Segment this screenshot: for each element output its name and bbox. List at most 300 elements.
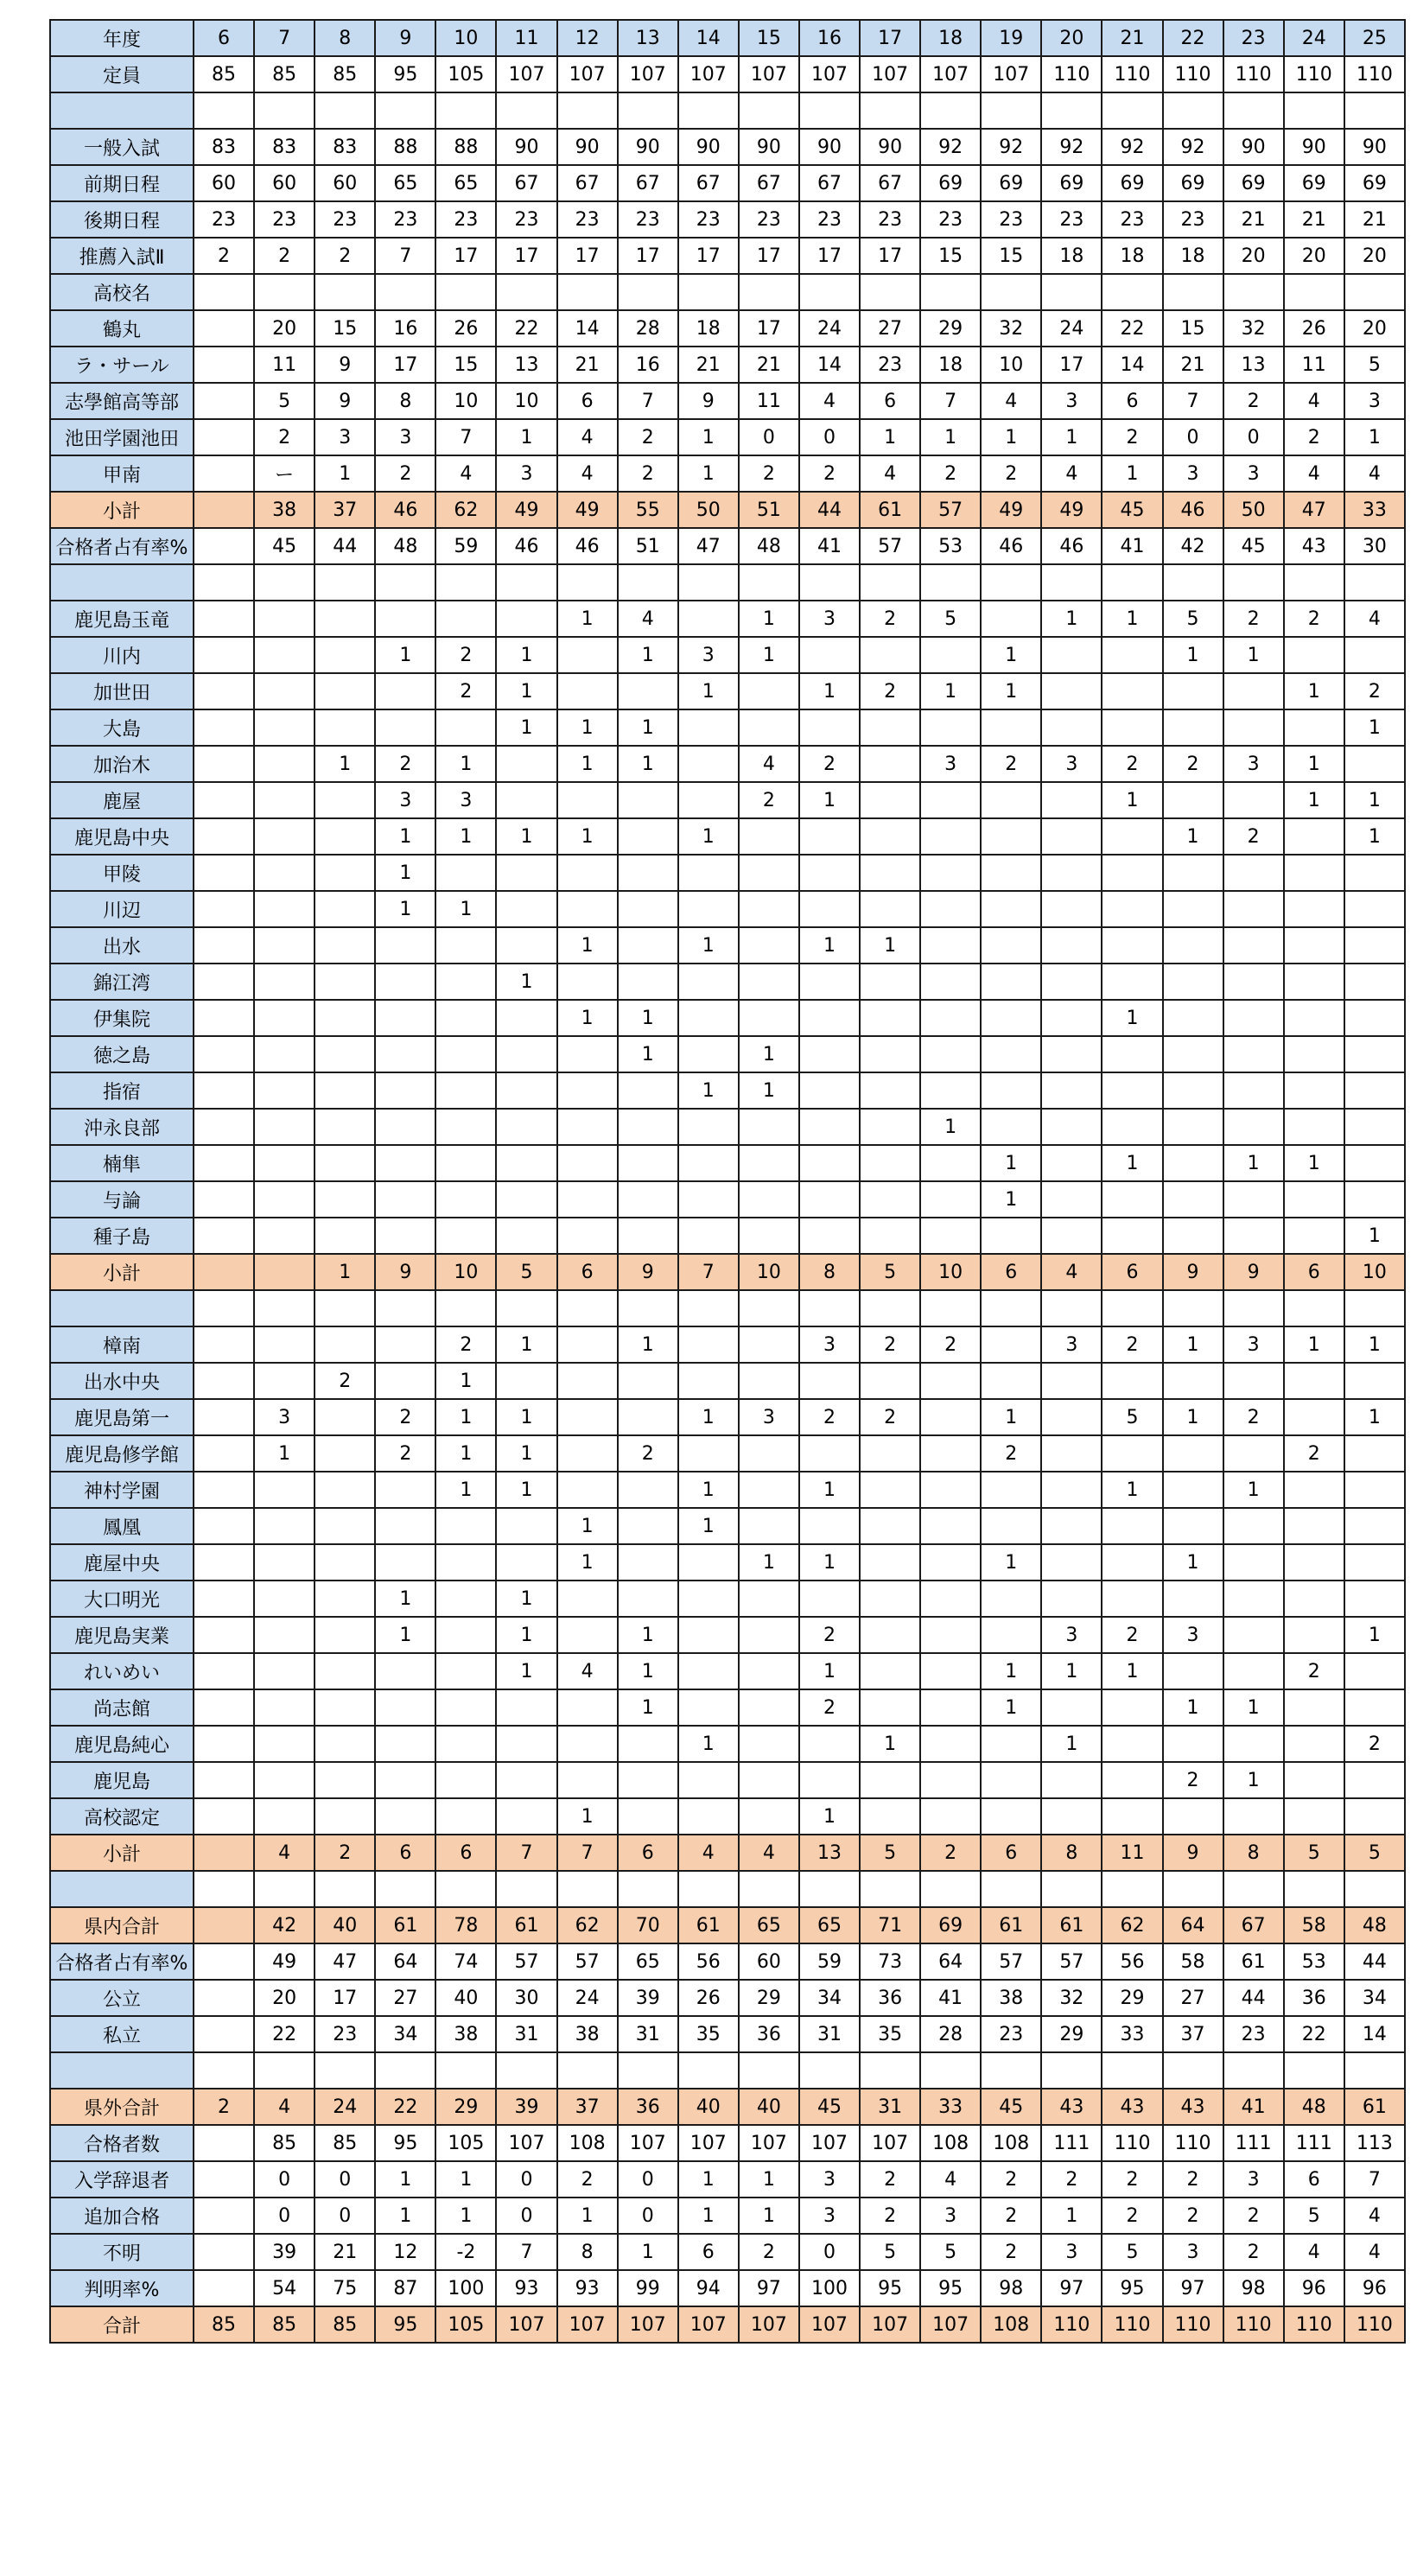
data-cell: 1: [496, 1435, 556, 1472]
data-cell: [1284, 1544, 1344, 1581]
data-cell: 4: [739, 1835, 799, 1871]
data-cell: [678, 782, 739, 818]
data-cell: 45: [1102, 492, 1162, 528]
data-cell: 2: [981, 2234, 1041, 2270]
data-cell: 4: [920, 2161, 981, 2198]
data-cell: 2: [315, 1835, 375, 1871]
data-cell: 59: [435, 528, 496, 564]
data-cell: [315, 1544, 375, 1581]
data-cell: [678, 855, 739, 891]
data-cell: [1041, 92, 1102, 129]
data-cell: [799, 1762, 860, 1798]
spacer-row: [50, 564, 1405, 601]
admissions-table: [49, 19, 1406, 2344]
data-cell: 95: [920, 2270, 981, 2306]
data-cell: [1284, 1000, 1344, 1036]
data-cell: [315, 1689, 375, 1726]
data-cell: [496, 1689, 556, 1726]
data-cell: 20: [1344, 310, 1405, 347]
data-cell: 92: [1041, 129, 1102, 165]
table-row: [50, 2125, 1405, 2161]
data-cell: 69: [1284, 165, 1344, 201]
data-cell: 108: [981, 2125, 1041, 2161]
table-row: [50, 1798, 1405, 1835]
data-cell: 5: [860, 2234, 920, 2270]
subtotal-row: [50, 2089, 1405, 2125]
data-cell: 110: [1041, 2306, 1102, 2343]
data-cell: [375, 1689, 435, 1726]
data-cell: [435, 1218, 496, 1254]
data-cell: 4: [1284, 2234, 1344, 2270]
data-cell: 17: [1041, 347, 1102, 383]
table-row: [50, 2161, 1405, 2198]
data-cell: 2: [981, 2198, 1041, 2234]
data-cell: 90: [799, 129, 860, 165]
data-cell: 20: [1344, 238, 1405, 274]
data-cell: 2: [1223, 818, 1284, 855]
data-cell: 60: [194, 165, 254, 201]
data-cell: 11: [254, 347, 315, 383]
data-cell: [1344, 1109, 1405, 1145]
data-cell: 1: [496, 709, 556, 746]
data-cell: 0: [799, 2234, 860, 2270]
row-label-cell: 不明: [50, 2234, 194, 2270]
data-cell: 32: [1223, 310, 1284, 347]
data-cell: 57: [557, 1943, 618, 1980]
data-cell: 3: [1223, 455, 1284, 492]
data-cell: 1: [1163, 818, 1223, 855]
subtotal-row: [50, 1254, 1405, 1290]
table-row: [50, 709, 1405, 746]
data-cell: 107: [678, 2125, 739, 2161]
data-cell: 1: [375, 1617, 435, 1653]
data-cell: [1223, 1508, 1284, 1544]
data-cell: 0: [315, 2161, 375, 2198]
data-cell: [194, 1181, 254, 1218]
data-cell: 17: [375, 347, 435, 383]
data-cell: [920, 1581, 981, 1617]
data-cell: [1041, 1581, 1102, 1617]
data-cell: [1284, 1472, 1344, 1508]
data-cell: 3: [1223, 1326, 1284, 1363]
data-cell: [678, 1290, 739, 1326]
data-cell: 1: [1223, 1762, 1284, 1798]
data-cell: 83: [254, 129, 315, 165]
data-cell: 65: [435, 165, 496, 201]
data-cell: [496, 1762, 556, 1798]
row-label-cell: [50, 2052, 194, 2089]
data-cell: 62: [1102, 1907, 1162, 1943]
data-cell: [194, 1435, 254, 1472]
data-cell: 47: [315, 1943, 375, 1980]
data-cell: 2: [1284, 1435, 1344, 1472]
data-cell: [1344, 564, 1405, 601]
data-cell: 74: [435, 1943, 496, 1980]
table-row: [50, 129, 1405, 165]
data-cell: 15: [315, 310, 375, 347]
data-cell: 92: [1163, 129, 1223, 165]
data-cell: [739, 964, 799, 1000]
data-cell: [435, 1072, 496, 1109]
data-cell: [1223, 1798, 1284, 1835]
data-cell: [678, 1544, 739, 1581]
row-label-cell: 甲南: [50, 455, 194, 492]
data-cell: 1: [678, 927, 739, 964]
data-cell: [557, 564, 618, 601]
data-cell: 2: [981, 455, 1041, 492]
data-cell: 16: [375, 310, 435, 347]
data-cell: 4: [1344, 455, 1405, 492]
data-cell: [920, 1617, 981, 1653]
data-cell: [1102, 1798, 1162, 1835]
data-cell: 2: [194, 2089, 254, 2125]
data-cell: 1: [739, 2161, 799, 2198]
data-cell: [920, 1435, 981, 1472]
data-cell: 1: [557, 1000, 618, 1036]
row-label-cell: 川辺: [50, 891, 194, 927]
data-cell: [618, 564, 678, 601]
data-cell: 0: [1163, 419, 1223, 455]
row-label-cell: ラ・サール: [50, 347, 194, 383]
data-cell: 5: [920, 601, 981, 637]
data-cell: 61: [678, 1907, 739, 1943]
data-cell: [315, 1508, 375, 1544]
data-cell: [1223, 1544, 1284, 1581]
data-cell: [1344, 92, 1405, 129]
data-cell: 61: [1041, 1907, 1102, 1943]
data-cell: [739, 1508, 799, 1544]
data-cell: 22: [375, 2089, 435, 2125]
year-header-cell: 8: [315, 20, 375, 56]
data-cell: 36: [1284, 1980, 1344, 2016]
data-cell: 15: [435, 347, 496, 383]
data-cell: 46: [1163, 492, 1223, 528]
data-cell: 99: [618, 2270, 678, 2306]
data-cell: 49: [981, 492, 1041, 528]
data-cell: [194, 455, 254, 492]
data-cell: [1223, 1435, 1284, 1472]
data-cell: [194, 637, 254, 673]
data-cell: [739, 92, 799, 129]
row-label-cell: 県外合計: [50, 2089, 194, 2125]
data-cell: [1284, 1290, 1344, 1326]
data-cell: 107: [799, 56, 860, 92]
data-cell: 3: [375, 419, 435, 455]
data-cell: [739, 818, 799, 855]
data-cell: 7: [496, 1835, 556, 1871]
data-cell: 9: [618, 1254, 678, 1290]
data-cell: 108: [920, 2125, 981, 2161]
data-cell: [557, 1326, 618, 1363]
data-cell: 2: [920, 1326, 981, 1363]
data-cell: [194, 492, 254, 528]
data-cell: [739, 1689, 799, 1726]
data-cell: [1102, 1762, 1162, 1798]
data-cell: [981, 601, 1041, 637]
data-cell: [1041, 1000, 1102, 1036]
data-cell: 107: [799, 2306, 860, 2343]
year-header-cell: 9: [375, 20, 435, 56]
spacer-row: [50, 2052, 1405, 2089]
data-cell: [254, 818, 315, 855]
data-cell: [1163, 1218, 1223, 1254]
data-cell: 98: [981, 2270, 1041, 2306]
data-cell: [739, 1363, 799, 1399]
year-header-cell: 6: [194, 20, 254, 56]
data-cell: [981, 1109, 1041, 1145]
data-cell: 88: [375, 129, 435, 165]
data-cell: [194, 1689, 254, 1726]
data-cell: 41: [799, 528, 860, 564]
data-cell: 94: [678, 2270, 739, 2306]
data-cell: [254, 1762, 315, 1798]
data-cell: 44: [799, 492, 860, 528]
data-cell: 4: [1284, 455, 1344, 492]
data-cell: 2: [799, 746, 860, 782]
data-cell: [1041, 855, 1102, 891]
row-label-cell: 指宿: [50, 1072, 194, 1109]
row-label-cell: 鹿児島修学館: [50, 1435, 194, 1472]
row-label-cell: れいめい: [50, 1653, 194, 1689]
data-cell: [860, 1218, 920, 1254]
data-cell: [557, 1617, 618, 1653]
data-cell: [254, 1072, 315, 1109]
data-cell: 3: [799, 2198, 860, 2234]
data-cell: 3: [1223, 746, 1284, 782]
data-cell: 2: [981, 746, 1041, 782]
data-cell: [981, 1036, 1041, 1072]
row-label-cell: 神村学園: [50, 1472, 194, 1508]
row-label-cell: 鳳凰: [50, 1508, 194, 1544]
data-cell: 108: [981, 2306, 1041, 2343]
data-cell: [799, 818, 860, 855]
data-cell: 1: [1344, 1326, 1405, 1363]
data-cell: 9: [678, 383, 739, 419]
data-cell: [194, 601, 254, 637]
data-cell: 1: [678, 419, 739, 455]
data-cell: [739, 1762, 799, 1798]
data-cell: [618, 1726, 678, 1762]
data-cell: [435, 709, 496, 746]
data-cell: [920, 782, 981, 818]
data-cell: [739, 1109, 799, 1145]
table-row: [50, 419, 1405, 455]
data-cell: [315, 92, 375, 129]
data-cell: [375, 964, 435, 1000]
data-cell: [1163, 274, 1223, 310]
data-cell: [739, 1871, 799, 1907]
data-cell: 88: [435, 129, 496, 165]
data-cell: 69: [1344, 165, 1405, 201]
data-cell: [254, 1798, 315, 1835]
data-cell: 21: [1344, 201, 1405, 238]
data-cell: 1: [799, 1653, 860, 1689]
data-cell: [194, 347, 254, 383]
row-label-cell: 鹿児島第一: [50, 1399, 194, 1435]
data-cell: [557, 1871, 618, 1907]
data-cell: [799, 855, 860, 891]
data-cell: [496, 1072, 556, 1109]
data-cell: 2: [799, 1617, 860, 1653]
data-cell: [860, 1472, 920, 1508]
data-cell: [799, 1435, 860, 1472]
data-cell: 10: [920, 1254, 981, 1290]
data-cell: [678, 1653, 739, 1689]
data-cell: 85: [315, 56, 375, 92]
data-cell: 107: [860, 56, 920, 92]
data-cell: [496, 1000, 556, 1036]
data-cell: [254, 1363, 315, 1399]
data-cell: [1041, 1871, 1102, 1907]
data-cell: 1: [375, 818, 435, 855]
data-cell: [194, 1472, 254, 1508]
year-header-cell: 24: [1284, 20, 1344, 56]
data-cell: [315, 601, 375, 637]
table-row: [50, 1653, 1405, 1689]
data-cell: [435, 2052, 496, 2089]
data-cell: [496, 1798, 556, 1835]
data-cell: [678, 1363, 739, 1399]
data-cell: 40: [739, 2089, 799, 2125]
row-label-cell: 鹿児島玉竜: [50, 601, 194, 637]
data-cell: 2: [799, 455, 860, 492]
data-cell: [860, 564, 920, 601]
row-label-cell: 公立: [50, 1980, 194, 2016]
spacer-row: [50, 1871, 1405, 1907]
table-row: [50, 673, 1405, 709]
data-cell: 69: [1163, 165, 1223, 201]
data-cell: [799, 2052, 860, 2089]
data-cell: [1223, 92, 1284, 129]
data-cell: 23: [860, 201, 920, 238]
data-cell: 34: [799, 1980, 860, 2016]
data-cell: [1284, 1508, 1344, 1544]
data-cell: 47: [1284, 492, 1344, 528]
data-cell: [254, 92, 315, 129]
data-cell: [194, 419, 254, 455]
data-cell: [375, 92, 435, 129]
data-cell: [739, 927, 799, 964]
data-cell: [1041, 1762, 1102, 1798]
row-label-cell: 合格者数: [50, 2125, 194, 2161]
data-cell: [1102, 637, 1162, 673]
data-cell: [1223, 782, 1284, 818]
data-cell: [920, 709, 981, 746]
data-cell: 5: [860, 1254, 920, 1290]
data-cell: 53: [1284, 1943, 1344, 1980]
data-cell: 0: [739, 419, 799, 455]
data-cell: 2: [1344, 1726, 1405, 1762]
data-cell: 95: [1102, 2270, 1162, 2306]
data-cell: 18: [678, 310, 739, 347]
data-cell: 6: [860, 383, 920, 419]
data-cell: [375, 927, 435, 964]
data-cell: 29: [435, 2089, 496, 2125]
data-cell: 87: [375, 2270, 435, 2306]
data-cell: 50: [678, 492, 739, 528]
data-cell: 6: [618, 1835, 678, 1871]
data-cell: 46: [1041, 528, 1102, 564]
data-cell: 4: [981, 383, 1041, 419]
data-cell: [375, 1762, 435, 1798]
data-cell: 4: [254, 2089, 315, 2125]
data-cell: [315, 1145, 375, 1181]
data-cell: [860, 1581, 920, 1617]
data-cell: 110: [1344, 56, 1405, 92]
data-cell: 1: [1223, 1472, 1284, 1508]
data-cell: 13: [799, 1835, 860, 1871]
data-cell: 2: [618, 1435, 678, 1472]
data-cell: 1: [618, 637, 678, 673]
data-cell: 2: [315, 1363, 375, 1399]
data-cell: [194, 1000, 254, 1036]
data-cell: 1: [1041, 419, 1102, 455]
data-cell: 57: [1041, 1943, 1102, 1980]
data-cell: [496, 1871, 556, 1907]
data-cell: 1: [496, 818, 556, 855]
data-cell: 65: [375, 165, 435, 201]
data-cell: 22: [1102, 310, 1162, 347]
data-cell: [375, 1798, 435, 1835]
data-cell: [557, 1581, 618, 1617]
data-cell: [678, 891, 739, 927]
data-cell: 2: [860, 2198, 920, 2234]
data-cell: 107: [496, 2125, 556, 2161]
data-cell: 11: [1284, 347, 1344, 383]
data-cell: [1041, 1290, 1102, 1326]
data-cell: ー: [254, 455, 315, 492]
table-row: [50, 746, 1405, 782]
data-cell: [1344, 1581, 1405, 1617]
data-cell: 6: [375, 1835, 435, 1871]
data-cell: [496, 782, 556, 818]
data-cell: [1223, 927, 1284, 964]
data-cell: [1344, 1290, 1405, 1326]
table-row: [50, 1762, 1405, 1798]
data-cell: 1: [739, 601, 799, 637]
data-cell: [981, 1508, 1041, 1544]
data-cell: [1163, 1145, 1223, 1181]
data-cell: 22: [496, 310, 556, 347]
data-cell: 23: [1041, 201, 1102, 238]
data-cell: 1: [618, 2234, 678, 2270]
data-cell: [1041, 1072, 1102, 1109]
admissions-table-body: [50, 20, 1405, 2343]
data-cell: [254, 709, 315, 746]
data-cell: 97: [1163, 2270, 1223, 2306]
data-cell: [315, 673, 375, 709]
data-cell: 2: [1284, 419, 1344, 455]
data-cell: [254, 1290, 315, 1326]
data-cell: [1223, 1871, 1284, 1907]
data-cell: [739, 1218, 799, 1254]
data-cell: 1: [435, 1399, 496, 1435]
data-cell: 1: [1163, 1399, 1223, 1435]
data-cell: [194, 92, 254, 129]
data-cell: 9: [1163, 1835, 1223, 1871]
data-cell: [1041, 927, 1102, 964]
data-cell: [799, 92, 860, 129]
data-cell: 5: [254, 383, 315, 419]
data-cell: [799, 964, 860, 1000]
data-cell: [739, 1653, 799, 1689]
data-cell: 18: [920, 347, 981, 383]
data-cell: 0: [254, 2161, 315, 2198]
data-cell: [194, 1218, 254, 1254]
data-cell: [799, 1145, 860, 1181]
data-cell: 1: [739, 637, 799, 673]
data-cell: 1: [799, 1472, 860, 1508]
